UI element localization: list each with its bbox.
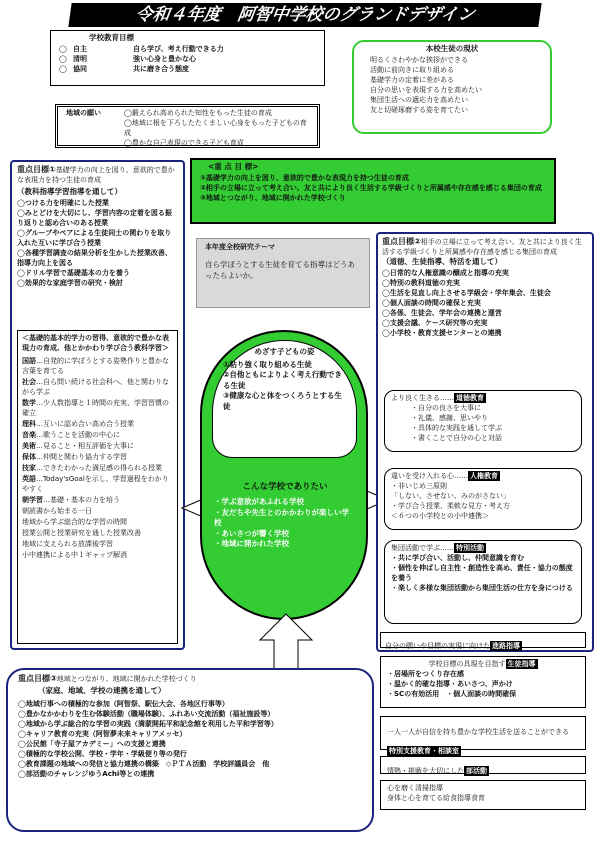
page-title: 令和４年度 阿智中学校のグランドデザイン <box>68 3 541 27</box>
goal2-item: ◯生活を見直し向上させる学級会・学年集会、生徒会 <box>382 288 551 297</box>
goal2-heading: 重点目標② <box>382 237 421 246</box>
research-header: 本年度全校研究テーマ <box>205 243 275 251</box>
subject-row <box>22 506 173 516</box>
live-better-tag: 道徳教育 <box>456 394 484 402</box>
goal-term: 自主 <box>73 44 87 53</box>
goal2-item: ◯小学校・教育支援センターとの連携 <box>382 328 502 337</box>
discipline-header: 学校目標の具現を目指す <box>428 660 506 668</box>
goal-term: 協同 <box>73 64 87 73</box>
subject-row <box>22 419 173 429</box>
subjects-list <box>22 356 173 560</box>
goal-mark: ◯ <box>59 54 67 63</box>
region-wish-item: ◯豊かな自己表現のできる子ども育成 <box>124 139 244 147</box>
subject-row <box>22 441 173 451</box>
discipline-item: ・温かく的確な指導・あいさつ、声かけ <box>387 680 513 688</box>
goal-term: 清明 <box>73 54 87 63</box>
special-support-box <box>380 716 586 755</box>
subject-row <box>22 377 173 397</box>
goal1-list <box>17 198 178 288</box>
goal2-item: ◯個人面談の時間の確保と充実 <box>382 298 481 307</box>
students-now-item: 活動に前向きに取り組める <box>370 65 454 74</box>
region-wish-box <box>55 104 320 148</box>
subject-row <box>22 474 173 494</box>
goal-mark: ◯ <box>59 64 67 73</box>
goal3-list <box>18 699 362 779</box>
vision-item: ・友だちや先生とのかかわりが楽しい学校 <box>214 507 349 527</box>
goal2-lead: 相手の立場に立って考え合い、友と共により良く生活する学級づくりと所属感や存在感を感じる集団の育成 <box>382 238 582 256</box>
goal3-item: ◯豊かなかかわりを生む体験活動（職場体験）、ふれあい交流活動（福祉施設等） <box>18 709 275 718</box>
subjects-header: ＜基礎的基本的学力の習得、意欲的で豊かな表現力の育成、他とかかわり学び合う教科学習＞ <box>22 334 169 352</box>
live-better-header: より良く生きる…… <box>391 394 454 402</box>
goal2-item: ◯日常的な人権意識の醸成と指導の充実 <box>382 268 509 277</box>
discipline-list <box>387 669 579 699</box>
focus-banner-header: <重 点 目 標> <box>208 162 259 171</box>
subject-label: 音楽 <box>22 431 36 439</box>
goal1-item: ◯グループやペアによる生徒同士の関わりを取り入れた互いに学び合う授業 <box>17 228 172 247</box>
subject-text: 小中連携による中１ギャップ解消 <box>22 551 127 559</box>
subject-text: …見ること・相互評価を大事に <box>36 442 134 450</box>
focus-banner <box>190 158 556 224</box>
goal-mark: ◯ <box>59 44 67 53</box>
students-now-item: 友と切磋琢磨する姿を育てたい <box>370 105 468 114</box>
goal2-list <box>382 268 588 338</box>
vision-header: こんな学校でありたい <box>242 482 328 492</box>
subject-text: …自ら問い続ける社会科へ、他と関わりながら学ぶ <box>22 378 169 396</box>
goal2-item: ◯支援会議、ケース研究等の充実 <box>382 318 488 327</box>
school-goal-row <box>59 54 316 64</box>
subject-text: …互いに認め合い高め合う授業 <box>36 420 134 428</box>
special-support-tag: 特別支援教育・相談室 <box>389 747 459 755</box>
subjects-box <box>17 330 178 644</box>
group-item: ・楽しく多様な集団活動から集団生活の仕方を身につける <box>391 584 573 592</box>
subject-text: 朝読書から始まる一日 <box>22 507 92 515</box>
goal1-lead: 基礎学力の向上を図り、意欲的で豊かな表現力を持つ生徒の育成 <box>17 166 175 184</box>
school-goal-row <box>59 44 316 54</box>
subject-row <box>22 550 173 560</box>
subject-row <box>22 517 173 527</box>
students-now-item: 集団生活への適応力を高めたい <box>370 95 468 104</box>
vision-list <box>214 497 356 550</box>
aim-item: ②自他ともによりよく考え行動できる生徒 <box>223 370 342 390</box>
subject-text: …できたわかった満足感の得られる授業 <box>36 464 162 472</box>
subject-label: 社会 <box>22 378 36 386</box>
school-goal-header: 学校教育目標 <box>89 33 134 42</box>
health-line1: 心を磨く清掃指導 <box>387 784 443 792</box>
discipline-box <box>380 656 586 708</box>
club-box <box>380 756 586 774</box>
accept-header: 違いを受け入れる心…… <box>391 472 468 480</box>
group-box <box>384 540 582 624</box>
goal3-item: ◯地域から学ぶ総合的な学習の実践（満蒙開拓平和記念館を利用した平和学習等） <box>18 719 278 728</box>
research-box <box>196 238 370 308</box>
subject-label: 国語 <box>22 357 36 365</box>
self-wish-tag: 進路指導 <box>492 642 520 650</box>
goal3-heading: 重点目標③ <box>18 674 57 683</box>
self-wish-box <box>380 632 586 648</box>
subject-text: …基礎・基本の力を培う <box>43 496 120 504</box>
goal1-sub: （教科指導学習指導を通して） <box>17 187 122 196</box>
goal2-item: ◯特別の教科道徳の充実 <box>382 278 460 287</box>
subject-text: …歌うことを活動の中心に <box>36 431 120 439</box>
group-item: ・共に学び合い、活動し、仲間意識を育む <box>391 554 524 562</box>
live-better-item: ・書くことで自分の心と対話 <box>411 434 502 442</box>
subject-label: 保体 <box>22 453 36 461</box>
goal2-item: ◯各係、生徒会、学年会の連携と運営 <box>382 308 502 317</box>
goal-desc: 強い心身と豊かな心 <box>133 54 196 63</box>
goal3-lead: 地域とつながり、地域に開かれた学校づくり <box>56 675 197 683</box>
subject-row <box>22 539 173 549</box>
focus-banner-item: ①基礎学力の向上を図り、意欲的で豊かな表現力を持つ生徒の育成 <box>200 173 409 182</box>
subject-text: 地域に支えられる放課後学習 <box>22 540 113 548</box>
goal3-item: ◯教育課題の地域への発信と協力連携の構築 ◇ＰＴＡ活動 学校評議員会 他 <box>18 759 270 768</box>
accept-item: ・非いじめ三原則 <box>391 482 447 490</box>
research-body: 自ら学ぼうとする生徒を育てる指導はどうあったらよいか。 <box>205 260 355 280</box>
discipline-item: ・居場所をつくり存在感 <box>387 670 464 678</box>
region-wish-header: 地域の願い <box>66 109 101 117</box>
focus-banner-item: ②相手の立場に立って考え合い、友と共により良く生活する学級づくりと所属感や存在感を感じる集団の育成 <box>200 183 542 192</box>
goal1-item: ◯ドリル学習で基礎基本の力を養う <box>17 268 130 277</box>
live-better-item: ・礼儀、感謝、思いやり <box>411 414 488 422</box>
region-wish-item: ◯地域に根を下ろしたたくましい心身をもった子どもの育成 <box>124 119 307 137</box>
group-tag: 特別活動 <box>456 544 484 552</box>
school-goal-list <box>59 44 316 74</box>
goal1-heading: 重点目標① <box>17 165 56 174</box>
subject-row <box>22 528 173 538</box>
subject-text: …自発的に学ぼうとする姿勢作りと豊かな言葉を育てる <box>22 357 169 375</box>
goal3-box <box>6 668 374 832</box>
subject-row <box>22 495 173 505</box>
goal3-sub: （家庭、地域、学校の連携を通して） <box>38 686 166 695</box>
live-better-item: ・具体的な実践を通して学ぶ <box>411 424 502 432</box>
accept-box <box>384 468 582 530</box>
discipline-item: ・SCの有効活用 ・個人面談の時間確保 <box>387 690 517 698</box>
subject-label: 英語 <box>22 475 36 483</box>
subject-text: 地域から学ぶ総合的な学習の時間 <box>22 518 127 526</box>
students-now-box <box>352 40 552 134</box>
students-now-item: 基礎学力の定着に差がある <box>370 75 454 84</box>
school-goal-box <box>50 30 325 86</box>
accept-list <box>391 481 575 521</box>
goal3-item: ◯地域行事への積極的な参加（阿智祭、駅伝大会、各地区行事等） <box>18 699 229 708</box>
subject-row <box>22 356 173 376</box>
goal3-item: ◯公民館「寺子屋アカデミー」への支援と連携 <box>18 739 166 748</box>
club-tag: 部活動 <box>466 767 487 775</box>
subject-row <box>22 452 173 462</box>
focus-banner-list <box>200 173 546 203</box>
health-line2: 身体と心を育てる給食指導食育 <box>387 794 485 802</box>
students-now-header: 本校生徒の現状 <box>425 44 479 53</box>
discipline-tag: 生徒指導 <box>507 660 536 668</box>
subject-label: 美術 <box>22 442 36 450</box>
club-text: 情熱・挑戦を大切にした <box>387 767 464 775</box>
live-better-item: ・自分の良さを大事に <box>411 404 481 412</box>
subject-label: 数学 <box>22 399 36 407</box>
goal3-item: ◯キャリア教育の充実（阿智夢未来キャリアメッセ） <box>18 729 187 738</box>
aim-header: めざす子どもの姿 <box>254 347 315 356</box>
goal-desc: 共に磨き合う態度 <box>133 64 189 73</box>
group-list <box>391 553 575 593</box>
aim-item: ③健康な心と体をつくろうとする生徒 <box>223 391 342 411</box>
health-box <box>380 780 586 810</box>
subject-text: …Today'sGoalを示し、学習過程をわかりやすく <box>22 475 169 493</box>
vision-box <box>206 478 364 602</box>
goal3-item: ◯積極的な学校公開、学校・学年・学級便り等の発行 <box>18 749 187 758</box>
subject-row <box>22 430 173 440</box>
accept-item: 「しない、させない、みのがさない」 <box>391 492 510 500</box>
subject-row <box>22 463 173 473</box>
vision-item: ・学ぶ意欲があふれる学校 <box>214 497 304 506</box>
subject-row <box>22 398 173 418</box>
accept-item: ＜６つの小学校との小中連携＞ <box>391 512 489 520</box>
students-now-item: 自分の思いを表現する力を高めたい <box>370 85 482 94</box>
goal1-item: ◯みとどけを大切にし、学習内容の定着を図る振り返りと認め合いのある授業 <box>17 208 172 227</box>
goal3-item: ◯部活動のチャレンジゆうAchi等との連携 <box>18 769 155 778</box>
live-better-box <box>384 390 582 452</box>
vision-item: ・地域に開かれた学校 <box>214 539 289 548</box>
subject-text: …少人数指導と１時間の充実、学習習慣の確立 <box>22 399 169 417</box>
students-now-item: 明るくさわやかな挨拶ができる <box>370 55 468 64</box>
aim-list <box>223 360 346 413</box>
aim-item: ①粘り強く取り組める生徒 <box>223 359 312 369</box>
goal-desc: 自ら学び、考え行動できる力 <box>133 44 224 53</box>
special-support-text: 一人一人が自信を持ち豊かな学校生活を送ることができる <box>387 728 569 736</box>
goal1-item: ◯各種学習調査の結果分析を生かした授業改善、指導力向上を図る <box>17 248 172 267</box>
vision-item: ・あいさつが響く学校 <box>214 528 289 538</box>
region-wish-list <box>124 108 311 148</box>
goal2-sub: （道徳、生徒指導、特活を通して） <box>382 257 502 266</box>
accept-item: ・学び合う授業、柔軟な見方・考え方 <box>391 502 510 510</box>
group-header: 集団活動で学ぶ…… <box>391 544 454 552</box>
focus-banner-item: ③地域とつながり、地域に開かれた学校づくり <box>200 193 346 202</box>
up-arrow-icon <box>258 612 314 672</box>
goal1-item: ◯つける力を明確にした授業 <box>17 198 109 207</box>
region-wish-item: ◯鍛えられ高められた知性をもった生徒の育成 <box>124 109 272 117</box>
subject-label: 技家 <box>22 464 36 472</box>
accept-tag: 人権教育 <box>470 472 498 480</box>
goal1-item: ◯効果的な家庭学習の研究・検討 <box>17 278 123 287</box>
subject-label: 理科 <box>22 420 36 428</box>
group-item: ・個性を伸ばし自主性・創造性を高め、責任・協力の態度を養う <box>391 564 573 582</box>
goal1-box <box>10 160 185 650</box>
school-goal-row <box>59 64 316 74</box>
self-wish-text: 自分の願いや目標の実現に向けた <box>385 642 490 650</box>
students-now-list <box>360 55 544 115</box>
subject-text: …仲間と関わり協力する学習 <box>36 453 127 461</box>
subject-text: 授業公開と授業研究を通した授業改善 <box>22 529 141 537</box>
live-better-list <box>411 403 575 443</box>
subject-label: 朝学習 <box>22 496 43 504</box>
